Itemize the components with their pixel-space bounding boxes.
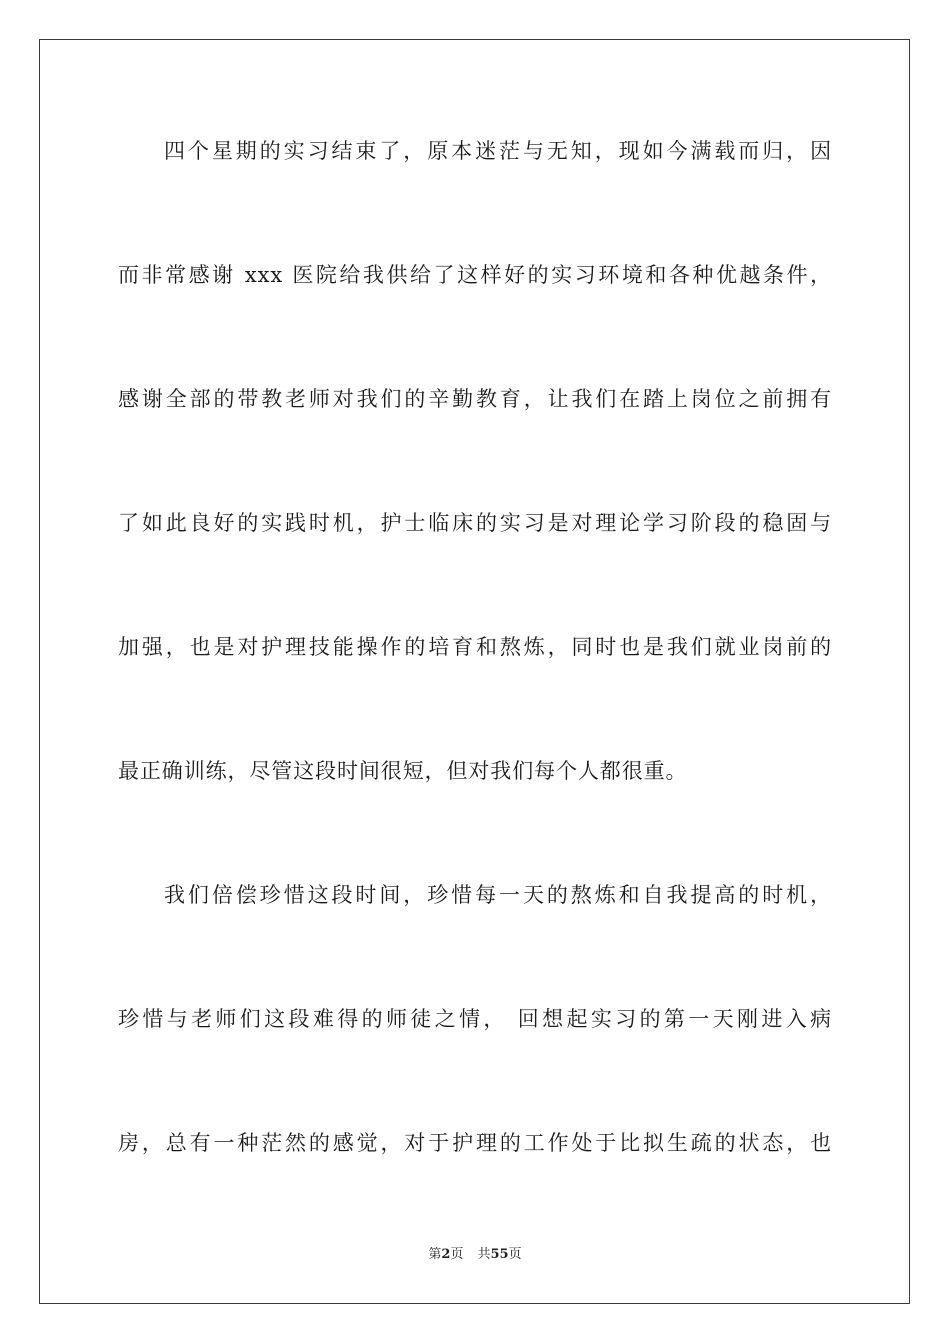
total-suffix: 页: [508, 1247, 522, 1262]
paragraph-2-line-2: 珍惜与老师们这段难得的师徒之情， 回想起实习的第一天刚进入病: [118, 1007, 832, 1031]
page-border: [39, 39, 910, 1304]
paragraph-1-line-3: 感谢全部的带教老师对我们的辛勤教育，让我们在踏上岗位之前拥有: [118, 387, 832, 411]
total-prefix: 共: [477, 1247, 491, 1262]
paragraph-1-line-1: 四个星期的实习结束了，原本迷茫与无知，现如今满载而归，因: [164, 139, 832, 163]
paragraph-1-line-2: 而非常感谢 xxx 医院给我供给了这样好的实习环境和各种优越条件，: [118, 263, 832, 287]
page-number: 2: [441, 1247, 451, 1262]
paragraph-1-line-5: 加强，也是对护理技能操作的培育和熬炼，同时也是我们就业岗前的: [118, 635, 832, 659]
total-pages: 55: [490, 1247, 509, 1262]
paragraph-2-line-1: 我们倍偿珍惜这段时间，珍惜每一天的熬炼和自我提高的时机，: [164, 883, 832, 907]
paragraph-1-line-6: 最正确训练，尽管这段时间很短，但对我们每个人都很重。: [118, 759, 688, 783]
page-suffix: 页: [450, 1247, 464, 1262]
paragraph-2-line-3: 房，总有一种茫然的感觉，对于护理的工作处于比拟生疏的状态，也: [118, 1131, 832, 1155]
paragraph-1-line-4: 了如此良好的实践时机，护士临床的实习是对理论学习阶段的稳固与: [118, 511, 832, 535]
page-prefix: 第: [428, 1247, 442, 1262]
page-footer: [0, 1247, 950, 1263]
